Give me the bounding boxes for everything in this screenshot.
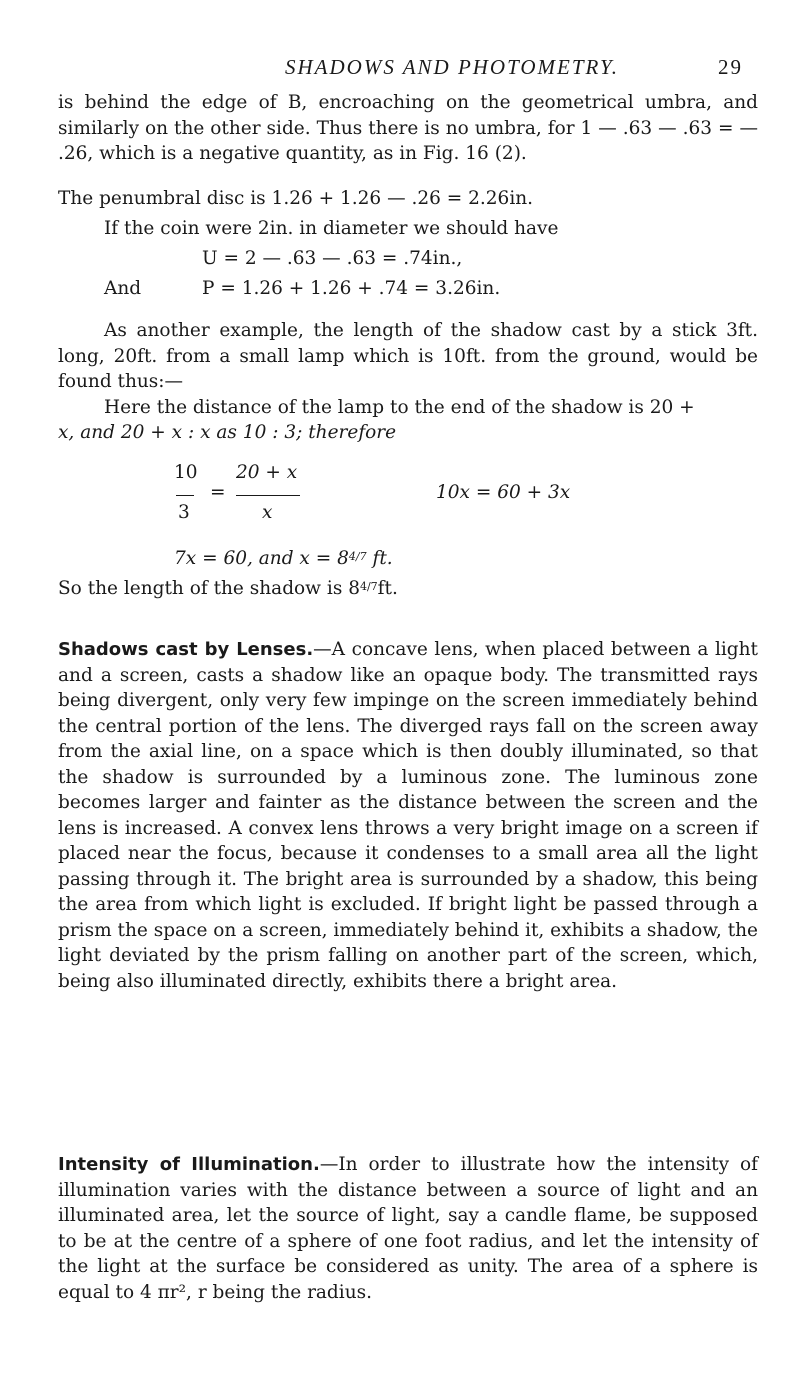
- shadow-length-text: So the length of the shadow is 8: [58, 578, 360, 599]
- intensity-text: —In order to illustrate how the intensity of illumination varies with the distance between a source of light and an illuminated area, let the source of light, say a candle flame, be supposed to be at the centre of a sphere of one foot radius, and let the intensity of the light at the surface be considered as unity. The area of a sphere is equal to 4 πr², r being the radius.: [58, 1154, 758, 1303]
- fraction-left-denominator: 3: [178, 502, 190, 523]
- fraction-equals: =: [210, 482, 226, 503]
- fraction-right-denominator: x: [262, 502, 273, 523]
- lenses-text: —A concave lens, when placed between a light and a screen, casts a shadow like an opaque body. The transmitted rays being divergent, only very few impinge on the screen immediately behind the central portion of the lens. The diverged rays fall on the screen away from the axial line, on a space which is then doubly illuminated, so that the shadow is surrounded by a luminous zone. The luminous zone becomes larger and fainter as the distance between the screen and the lens is increased. A convex lens throws a very bright image on a screen if placed near the focus, because it condenses to a small area all the light passing through it. The bright area is surrounded by a shadow, this being the area from which light is excluded. If bright light be passed through a prism the space on a screen, immediately behind it, exhibits a shadow, the light deviated by the prism falling on another part of the screen, which, being also illuminated directly, exhibits there a bright area.: [58, 639, 758, 992]
- equation-u: U = 2 — .63 — .63 = .74in.,: [202, 248, 463, 269]
- paragraph-here-line-2: x, and 20 + x : x as 10 : 3; therefore: [58, 422, 397, 443]
- shadow-length-fraction: 4/7: [359, 580, 378, 593]
- running-header: [0, 55, 800, 85]
- section-shadows-cast-by-lenses: [58, 637, 758, 994]
- fraction-right-numerator: 20 + x: [236, 462, 298, 483]
- equation-p: P = 1.26 + 1.26 + .74 = 3.26in.: [202, 278, 501, 299]
- intensity-heading: Intensity of Illumination.: [58, 1154, 320, 1175]
- equation-7x-text: 7x = 60, and x = 8: [174, 548, 349, 569]
- lenses-heading: Shadows cast by Lenses.: [58, 639, 314, 660]
- equation-7x: [174, 548, 393, 569]
- paragraph-here-line-1: Here the distance of the lamp to the end of the shadow is 20 +: [104, 397, 695, 418]
- section-intensity-of-illumination: [58, 1152, 758, 1305]
- equation-10x: 10x = 60 + 3x: [436, 482, 571, 503]
- shadow-length-unit: ft.: [377, 578, 398, 599]
- equation-7x-unit: ft.: [366, 548, 393, 569]
- fraction-left-numerator: 10: [174, 462, 198, 483]
- paragraph-text: As another example, the length of the shadow cast by a stick 3ft. long, 20ft. from a small lamp which is 10ft. from the ground, would be found thus:—: [58, 320, 758, 392]
- paragraph-umbra: [58, 90, 758, 167]
- paragraph-example: [58, 318, 758, 395]
- running-title: SHADOWS AND PHOTOMETRY.: [285, 55, 620, 79]
- fraction-left-bar: [176, 495, 194, 496]
- shadow-length-line: [58, 578, 398, 599]
- equation-7x-fraction: 4/7: [348, 550, 367, 563]
- lenses-paragraph: [58, 637, 758, 994]
- page-number: 29: [718, 55, 743, 79]
- paragraph-text: is behind the edge of B, encroaching on the geometrical umbra, and similarly on the other side. Thus there is no umbra, for 1 — .63 — .63 = — .26, which is a negative quantity, as in Fig. 16 (2).: [58, 92, 758, 164]
- intensity-paragraph: [58, 1152, 758, 1305]
- equation-p-label: And: [104, 278, 142, 299]
- coin-line: If the coin were 2in. in diameter we should have: [104, 218, 559, 239]
- penumbral-disc-line: The penumbral disc is 1.26 + 1.26 — .26 = 2.26in.: [58, 188, 534, 209]
- fraction-right-bar: [236, 495, 300, 496]
